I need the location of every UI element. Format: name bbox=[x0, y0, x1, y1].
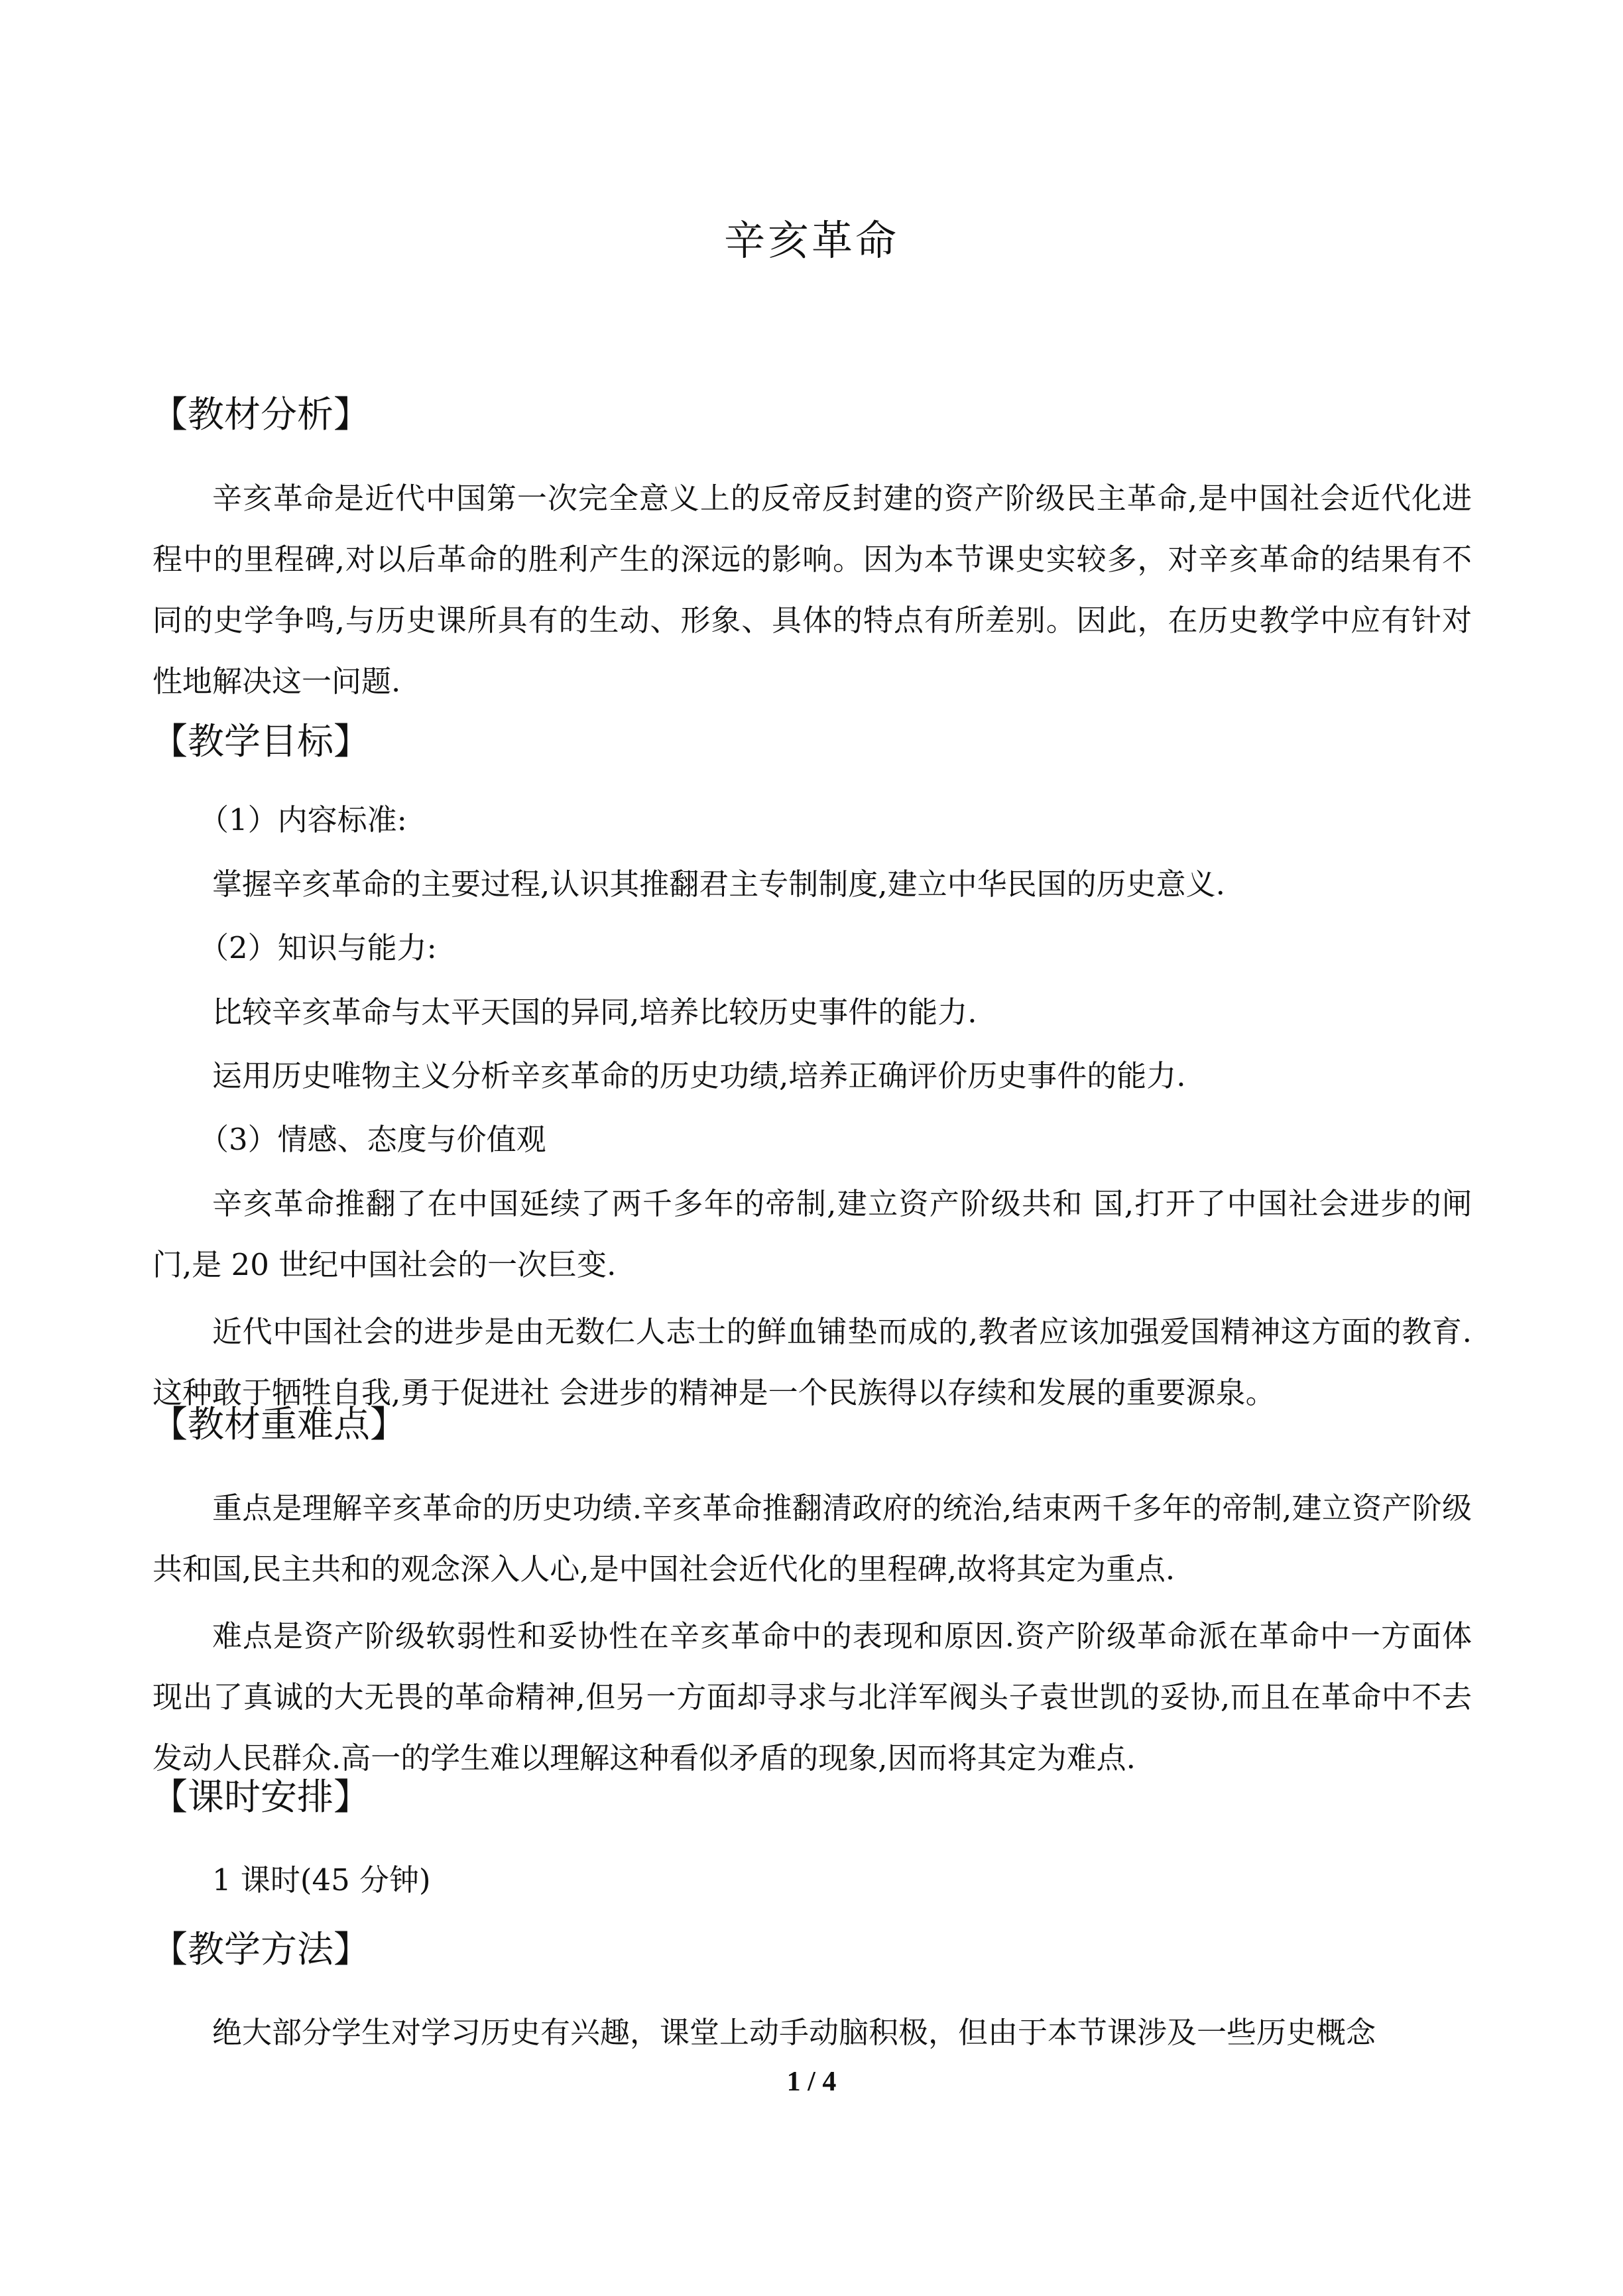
objective-3-paragraph-1: 辛亥革命推翻了在中国延续了两千多年的帝制,建立资产阶级共和 国,打开了中国社会进步的闸门,是 20 世纪中国社会的一次巨变. bbox=[152, 1186, 1472, 1282]
section-heading-schedule: 【课时安排】 bbox=[151, 1776, 371, 1818]
objective-1-label: （1）内容标准: bbox=[199, 802, 407, 837]
objective-2-text-2: 运用历史唯物主义分析辛亥革命的历史功绩,培养正确评价历史事件的能力. bbox=[212, 1058, 1186, 1093]
page-number: 1 / 4 bbox=[786, 2067, 837, 2097]
section-heading-methods: 【教学方法】 bbox=[151, 1928, 371, 1970]
difficult-point-paragraph: 难点是资产阶级软弱性和妥协性在辛亥革命中的表现和原因.资产阶级革命派在革命中一方面体现出了真诚的大无畏的革命精神,但另一方面却寻求与北洋军阀头子袁世凯的妥协,而且在革命中不去发动人民群众.高一的学生难以理解这种看似矛盾的现象,因而将其定为难点. bbox=[152, 1618, 1472, 1776]
objective-3-paragraph-2: 近代中国社会的进步是由无数仁人志士的鲜血铺垫而成的,教者应该加强爱国精神这方面的教育.这种敢于牺牲自我,勇于促进社 会进步的精神是一个民族得以存续和发展的重要源泉。 bbox=[152, 1314, 1472, 1410]
schedule-text: 1 课时(45 分钟) bbox=[212, 1862, 431, 1898]
document-title: 辛亥革命 bbox=[723, 216, 899, 265]
section-heading-key-points: 【教材重难点】 bbox=[151, 1403, 407, 1445]
section-heading-objectives: 【教学目标】 bbox=[151, 720, 371, 762]
section-heading-analysis: 【教材分析】 bbox=[151, 393, 371, 436]
key-point-paragraph: 重点是理解辛亥革命的历史功绩.辛亥革命推翻清政府的统治,结束两千多年的帝制,建立资产阶级共和国,民主共和的观念深入人心,是中国社会近代化的里程碑,故将其定为重点. bbox=[152, 1490, 1472, 1587]
objective-2-text-1: 比较辛亥革命与太平天国的异同,培养比较历史事件的能力. bbox=[212, 995, 977, 1030]
methods-paragraph: 绝大部分学生对学习历史有兴趣，课堂上动手动脑积极，但由于本节课涉及一些历史概念 bbox=[212, 2015, 1376, 2050]
objective-1-text: 掌握辛亥革命的主要过程,认识其推翻君主专制制度,建立中华民国的历史意义. bbox=[212, 867, 1225, 902]
objective-2-label: （2）知识与能力: bbox=[199, 930, 437, 965]
objective-3-label: （3）情感、态度与价值观 bbox=[199, 1122, 546, 1157]
analysis-paragraph: 辛亥革命是近代中国第一次完全意义上的反帝反封建的资产阶级民主革命,是中国社会近代化进程中的里程碑,对以后革命的胜利产生的深远的影响。因为本节课史实较多，对辛亥革命的结果有不同的史学争鸣,与历史课所具有的生动、形象、具体的特点有所差别。因此，在历史教学中应有针对性地解决这一问题. bbox=[152, 481, 1472, 699]
